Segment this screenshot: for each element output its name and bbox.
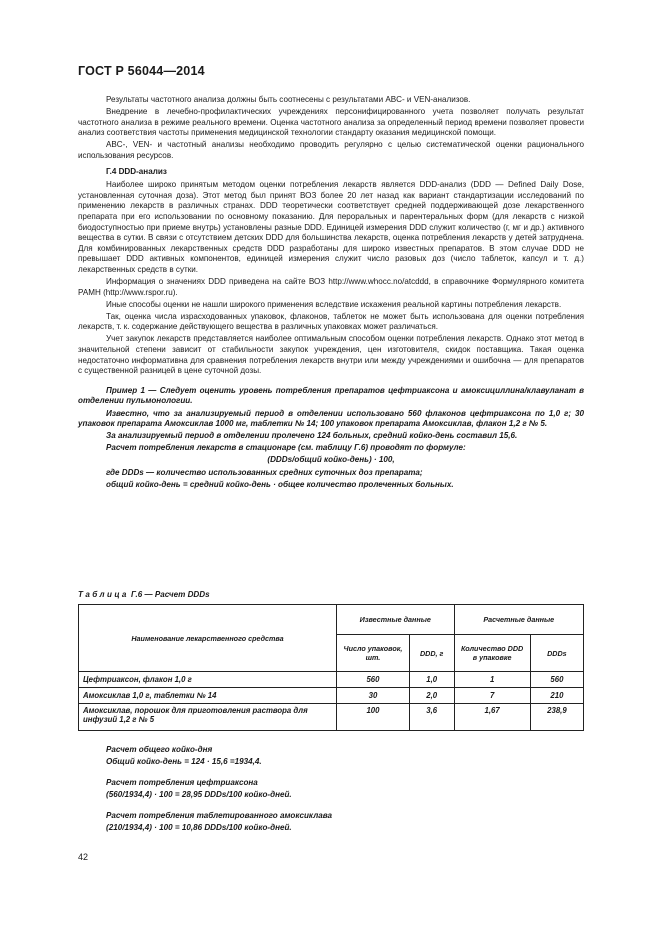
table-caption-prefix: Таблица [78, 590, 129, 599]
cell-name: Амоксиклав, порошок для приготовления раствора для инфузий 1,2 г № 5 [79, 704, 337, 731]
cell-count: 7 [454, 688, 530, 704]
table-row [79, 672, 584, 688]
cell-ddd: 2,0 [409, 688, 454, 704]
cell-packs: 30 [337, 688, 410, 704]
example-paragraph: Известно, что за анализируемый период в отделении использовано 560 флаконов цефтриаксона по 1,0 г; 30 упаковок препарата Амоксиклав 1000 мг, таблетки № 14; 100 упаковок препарата Амоксиклав, флакон 1,2 г № 5. [78, 408, 584, 429]
calc-title: Расчет потребления цефтриаксона [106, 778, 258, 787]
example-paragraph: общий койко-день = средний койко-день · общее количество пролеченных больных. [106, 479, 454, 489]
col-header-ddd: DDD, г [409, 635, 454, 672]
col-header-packs: Число упаковок, шт. [337, 635, 410, 672]
page-number: 42 [78, 852, 89, 862]
calc-line: Общий койко-день = 124 · 15,6 =1934,4. [106, 757, 262, 766]
cell-name: Цефтриаксон, флакон 1,0 г [79, 672, 337, 688]
cell-packs: 560 [337, 672, 410, 688]
paragraph: Так, оценка числа израсходованных упаковок, флаконов, таблеток не может быть использована для оценки потребления лекарств, т. к. содержание действующего вещества в различных упаковках может различаться. [78, 311, 584, 332]
calculations [106, 744, 332, 834]
col-header-count: Количество DDD в упаковке [454, 635, 530, 672]
paragraph: Иные способы оценки не нашли широкого применения вследствие искажения реальной картины потребления лекарств. [106, 299, 562, 309]
example-paragraph: где DDDs — количество использованных средних суточных доз препарата; [106, 467, 423, 477]
table-caption [78, 590, 210, 599]
section-heading: Г.4 DDD-анализ [106, 166, 167, 176]
example-paragraph: Расчет потребления лекарств в стационаре (см. таблицу Г.6) проводят по формуле: [106, 443, 466, 453]
table-row [79, 704, 584, 731]
col-header-calculated: Расчетные данные [454, 605, 584, 635]
cell-ddds: 238,9 [530, 704, 583, 731]
formula: (DDDs/общий койко-день) · 100, [267, 455, 395, 465]
body-text [78, 95, 584, 492]
page-header: ГОСТ Р 56044—2014 [78, 64, 205, 78]
paragraph: Внедрение в лечебно-профилактических учреждениях персонифицированного учета позволяет получать результат частотного анализа в режиме реального времени. Оценка частотного анализа за определенный период времени позволяет провести анализ соответствия частоты применения медицинской технологии стандарту оказания медицинской помощи. [78, 107, 584, 138]
calc-line: (560/1934,4) · 100 = 28,95 DDDs/100 койко-дней. [106, 790, 292, 799]
paragraph: Учет закупок лекарств представляется наиболее оптимальным способом оценки потребления лекарств. Однако этот метод в значительной степени зависит от стабильности закупок учреждения, цен изготовителя, скидок поставщика. Такая оценка недостаточно информативна для сравнения потребления лекарств внутри или между учреждениями и ошибочна — для препаратов с существенной разницей в цене суточной дозы. [78, 334, 584, 376]
paragraph: ABC-, VEN- и частотный анализы необходимо проводить регулярно с целью систематической оценки рационального использования ресурсов. [78, 140, 584, 160]
calc-title: Расчет общего койко-дня [106, 745, 213, 754]
cell-ddds: 210 [530, 688, 583, 704]
example-paragraph: За анализируемый период в отделении пролечено 124 больных, средний койко-день составил 15,6. [106, 431, 518, 441]
cell-name: Амоксиклав 1,0 г, таблетки № 14 [79, 688, 337, 704]
paragraph: Результаты частотного анализа должны быть соотнесены с результатами ABC- и VEN-анализов. [106, 95, 471, 104]
cell-packs: 100 [337, 704, 410, 731]
cell-ddds: 560 [530, 672, 583, 688]
cell-ddd: 1,0 [409, 672, 454, 688]
cell-count: 1 [454, 672, 530, 688]
table-caption-text: Г.6 — Расчет DDDs [128, 590, 210, 599]
table-row [79, 688, 584, 704]
paragraph: Информация о значениях DDD приведена на сайте ВОЗ http://www.whocc.no/atcddd, в справочнике Формулярного комитета РАМН (http://www.rspor.ru). [78, 277, 584, 297]
col-header-ddds: DDDs [530, 635, 583, 672]
calc-line: (210/1934,4) · 100 = 10,86 DDDs/100 койко-дней. [106, 823, 292, 832]
cell-ddd: 3,6 [409, 704, 454, 731]
col-header-name: Наименование лекарственного средства [79, 605, 337, 672]
paragraph: Наиболее широко принятым методом оценки потребления лекарств является DDD-анализ (DDD — Defined Daily Dose, установленная суточная доза). Этот метод был принят ВОЗ более 20 лет назад как вариант стандартизации исследований по применению лекарств в различных странах. DDD теоретически соответствует средней поддерживающей дозе лекарственного препарата при его использовании по основному показанию. Для пероральных и парентеральных форм (для лекарств с низкой биодоступностью при приеме внутрь) установлены разные DDD. Единицей измерения DDD служит количество (г, мг и др.) активного вещества в сутки. В связи с отсутствием детских DDD для большинства лекарств, оценка потребления лекарств у детей затруднена. Для комбинированных лекарственных средств DDD разработаны для широко известных препаратов. В этом случае DDD не превышает DDD активных компонентов, единицей измерения служит число разовых доз (число таблеток, капсул и т. д.) лекарственных средств в сутки. [78, 180, 584, 274]
col-header-known: Известные данные [337, 605, 454, 635]
calc-title: Расчет потребления таблетированного амоксиклава [106, 811, 333, 820]
cell-count: 1,67 [454, 704, 530, 731]
ddd-table [78, 604, 584, 731]
example-paragraph: Пример 1 — Следует оценить уровень потребления препаратов цефтриаксона и амоксициллина/клавуланат в отделении пульмонологии. [78, 385, 584, 406]
